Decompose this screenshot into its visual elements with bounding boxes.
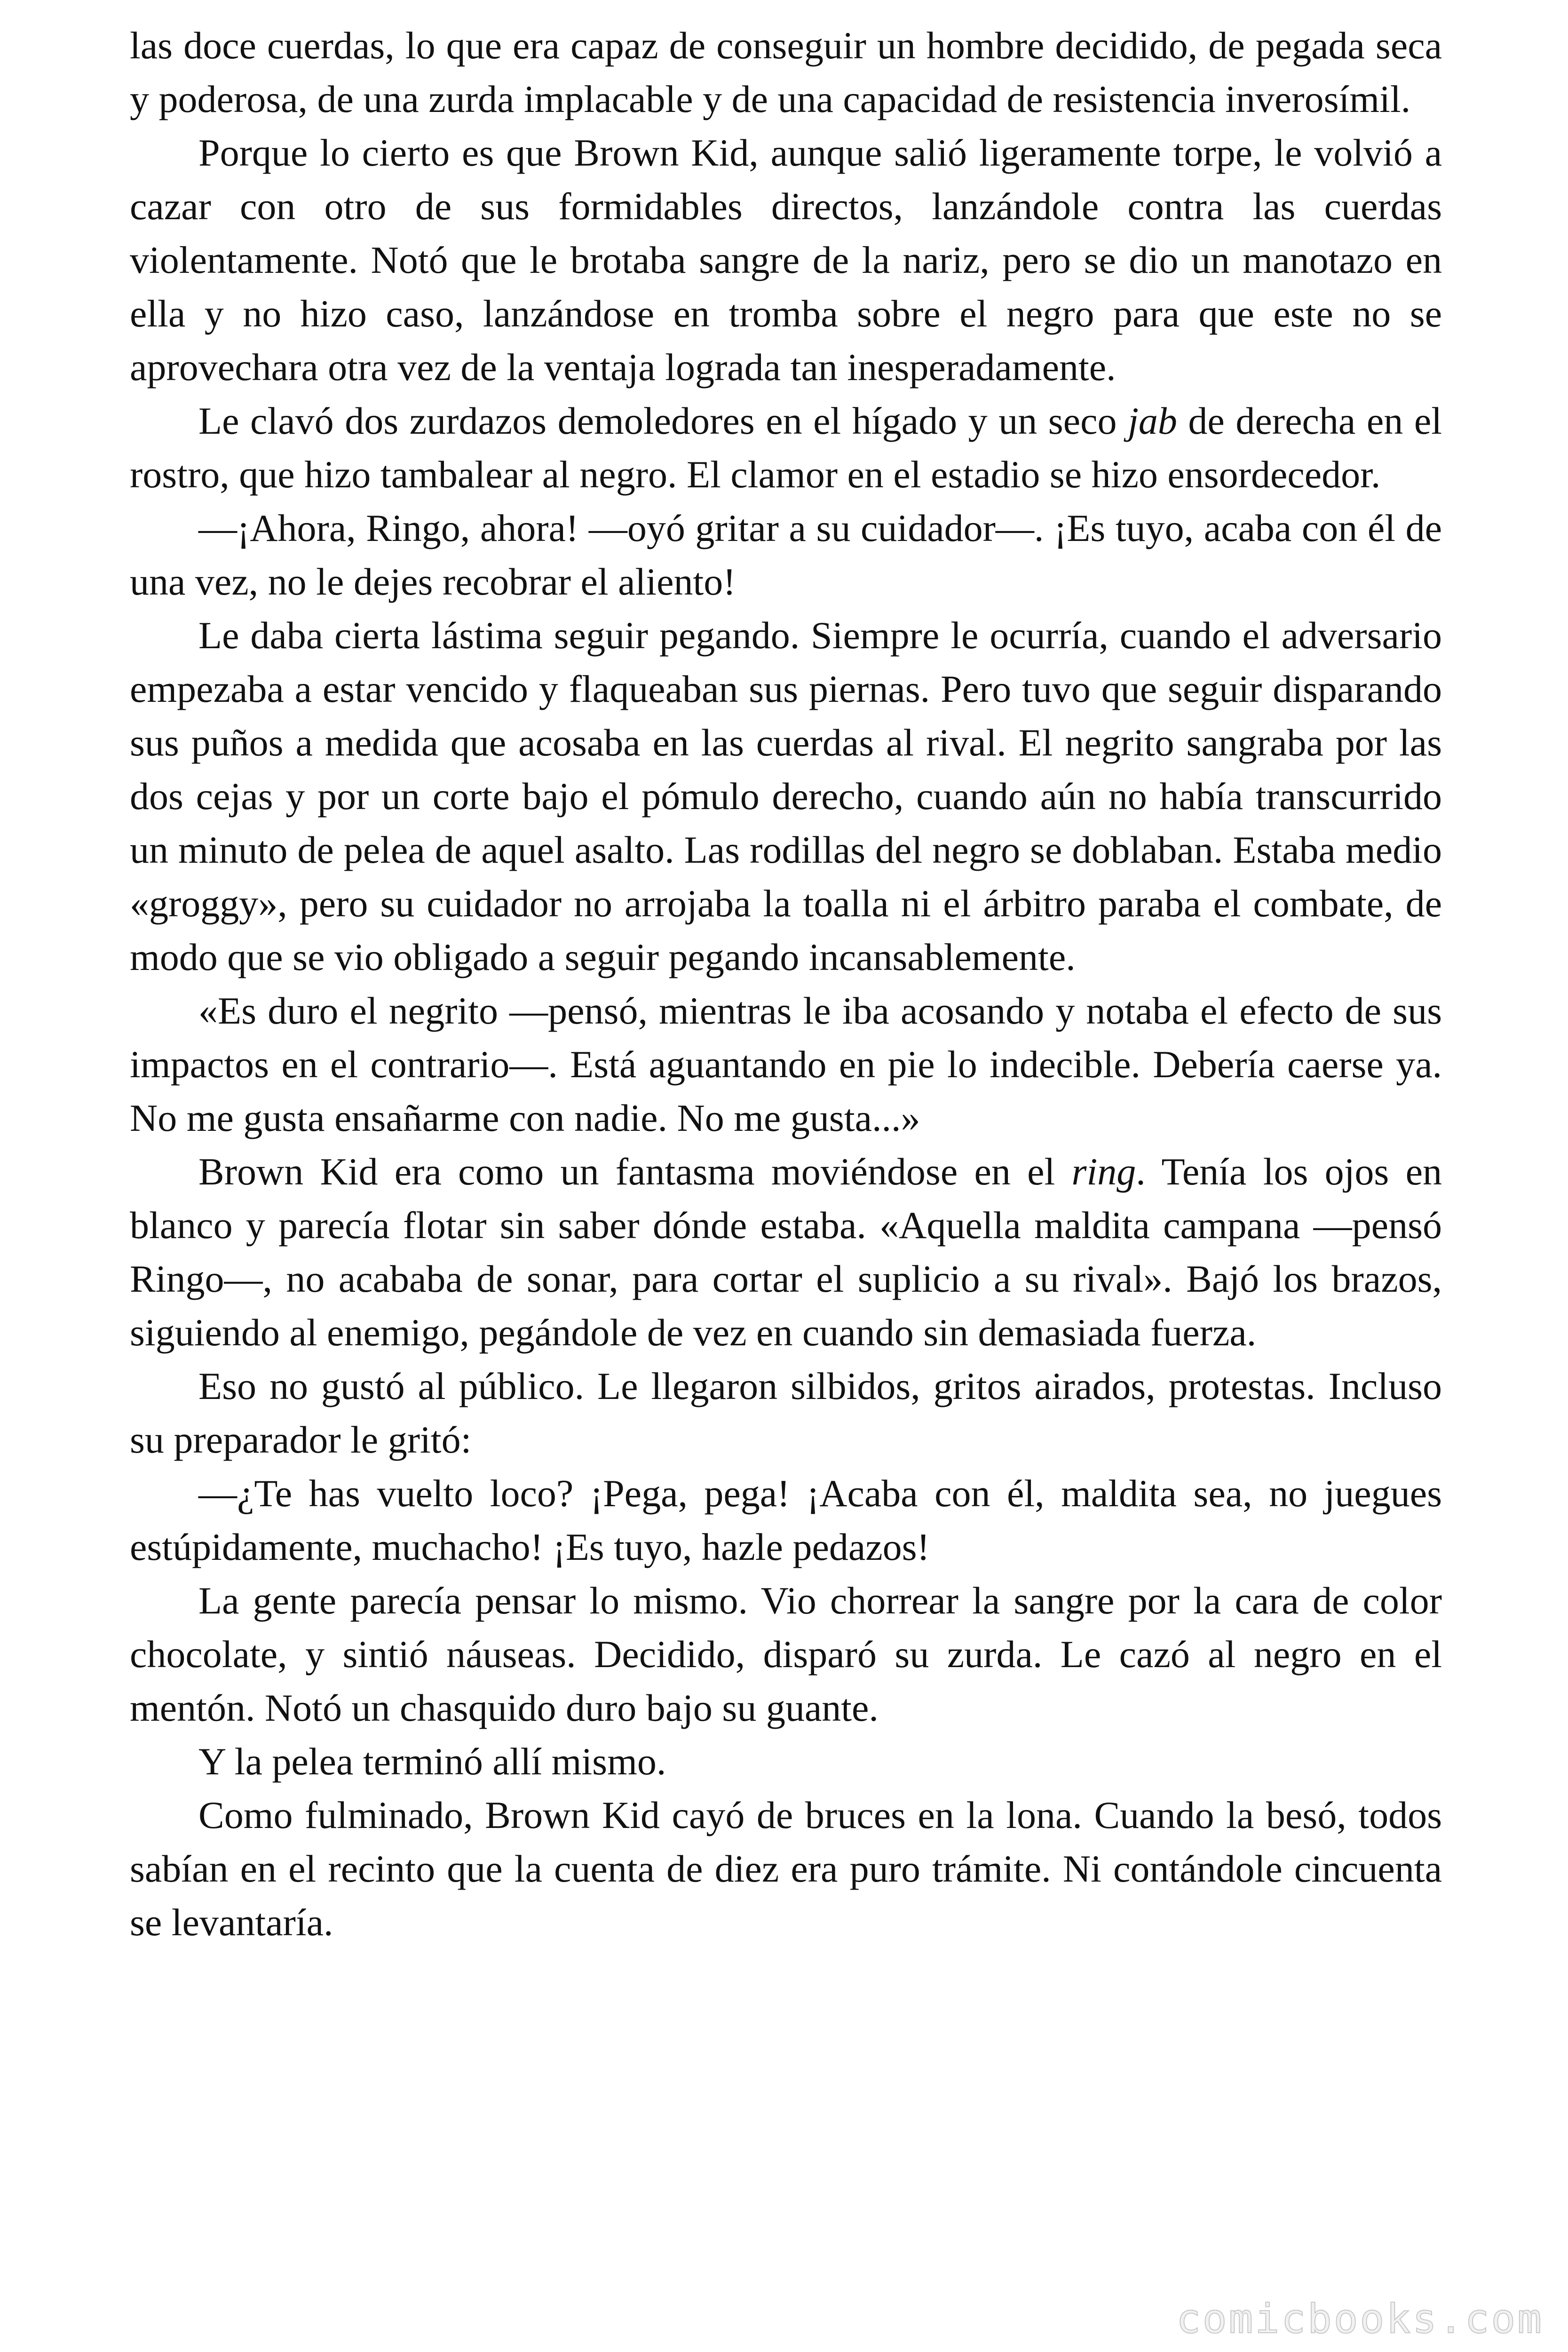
italic-term: ring xyxy=(1071,1150,1136,1193)
paragraph xyxy=(130,1145,1442,1359)
paragraph: Y la pelea terminó allí mismo. xyxy=(198,1740,666,1783)
paragraph: «Es duro el negrito —pensó, mientras le iba acosando y notaba el efecto de sus impactos en el contrario—. Está aguantando en pie lo indecible. Debería caerse ya. No me gusta ensañarme con nadie. No me gusta...» xyxy=(130,989,1442,1139)
paragraph: Porque lo cierto es que Brown Kid, aunque salió ligeramente torpe, le volvió a cazar con otro de sus formidables directos, lanzándole contra las cuerdas violentamente. Notó que le brotaba sangre de la nariz, pero se dio un manotazo en ella y no hizo caso, lanzándose en tromba sobre el negro para que este no se aprovechara otra vez de la ventaja lograda tan inesperadamente. xyxy=(130,131,1442,389)
paragraph: Como fulminado, Brown Kid cayó de bruces en la lona. Cuando la besó, todos sabían en el recinto que la cuenta de diez era puro trámite. Ni contándole cincuenta se levantaría. xyxy=(130,1794,1442,1944)
dialogue-paragraph: —¿Te has vuelto loco? ¡Pega, pega! ¡Acaba con él, maldita sea, no juegues estúpidamente, muchacho! ¡Es tuyo, hazle pedazos! xyxy=(130,1472,1442,1568)
paragraph-text: Le clavó dos zurdazos demoledores en el hígado y un seco xyxy=(198,399,1128,442)
dialogue-paragraph: —¡Ahora, Ringo, ahora! —oyó gritar a su cuidador—. ¡Es tuyo, acaba con él de una vez, no le dejes recobrar el aliento! xyxy=(130,507,1442,603)
paragraph-text: de derecha en el rostro, que hizo tambalear al negro. El clamor en el estadio se hizo ensordecedor. xyxy=(130,399,1442,496)
italic-term: jab xyxy=(1128,399,1177,442)
page-body xyxy=(130,19,1442,1949)
paragraph: Eso no gustó al público. Le llegaron silbidos, gritos airados, protestas. Incluso su preparador le gritó: xyxy=(130,1365,1442,1461)
paragraph: Le daba cierta lástima seguir pegando. Siempre le ocurría, cuando el adversario empezaba a estar vencido y flaqueaban sus piernas. Pero tuvo que seguir disparando sus puños a medida que acosaba en las cuerdas al rival. El negrito sangraba por las dos cejas y por un corte bajo el pómulo derecho, cuando aún no había transcurrido un minuto de pelea de aquel asalto. Las rodillas del negro se doblaban. Estaba medio «groggy», pero su cuidador no arrojaba la toalla ni el árbitro paraba el combate, de modo que se vio obligado a seguir pegando incansablemente. xyxy=(130,614,1442,978)
watermark: comicbooks.com xyxy=(1176,2296,1544,2343)
paragraph-text: . Tenía los ojos en blanco y parecía flotar sin saber dónde estaba. «Aquella maldita campana —pensó Ringo—, no acababa de sonar, para cortar el suplicio a su rival». Bajó los brazos, siguiendo al enemigo, pegándole de vez en cuando sin demasiada fuerza. xyxy=(130,1150,1442,1354)
paragraph-text: Brown Kid era como un fantasma moviéndose en el xyxy=(198,1150,1072,1193)
paragraph: La gente parecía pensar lo mismo. Vio chorrear la sangre por la cara de color chocolate, y sintió náuseas. Decidido, disparó su zurda. Le cazó al negro en el mentón. Notó un chasquido duro bajo su guante. xyxy=(130,1579,1442,1729)
paragraph: las doce cuerdas, lo que era capaz de conseguir un hombre decidido, de pegada seca y poderosa, de una zurda implacable y de una capacidad de resistencia inverosímil. xyxy=(130,24,1442,120)
paragraph xyxy=(130,394,1442,501)
